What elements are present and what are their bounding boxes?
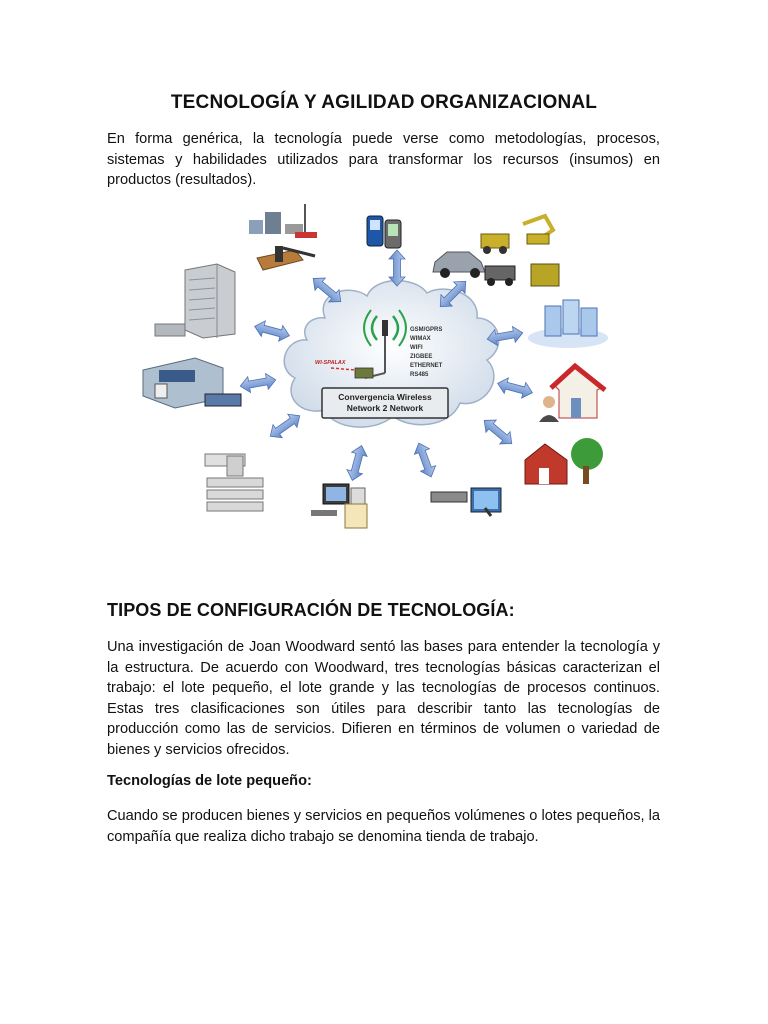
intro-paragraph: En forma genérica, la tecnología puede verse como metodologías, procesos, sistemas y habilidades utilizados para transformar los recursos (insumos) en productos (resultados). [107, 131, 660, 188]
touch-monitor-icon [431, 488, 501, 516]
office-building-icon [155, 264, 235, 338]
page-title: TECNOLOGÍA Y AGILIDAD ORGANIZACIONAL [170, 92, 598, 113]
box-line-1: Convergencia Wireless [338, 392, 432, 402]
barn-icon [525, 438, 603, 484]
protocol-label: ETHERNET [410, 363, 443, 369]
section-paragraph: Una investigación de Joan Woodward sentó las bases para entender la tecnología y la estructura. De acuerdo con Woodward, tres tecnologías básicas caracterizan el trabajo: el lote pequeño, el lote grande y las tecnologías de procesos continuos. Estas tres clasificaciones son útiles para describir tanto las tecnologías de producción como las de servicios. Difieren en términos de volumen o variedad de bienes y servicios ofrecidos. [107, 639, 660, 758]
convergence-box [322, 388, 448, 418]
factory-icon [143, 358, 241, 408]
network-devices-icon [205, 454, 263, 511]
construction-machines-icon [481, 216, 559, 286]
sub-paragraph: Cuando se producen bienes y servicios en pequeños volúmenes o lotes pequeños, la compañía que realiza dicho trabajo se denomina tienda de trabajo. [107, 808, 660, 845]
subheading: Tecnologías de lote pequeño: [107, 773, 312, 789]
wireless-convergence-diagram [135, 198, 615, 538]
protocol-label: ZIGBEE [410, 354, 433, 360]
car-icon [433, 252, 485, 278]
protocol-label: GSM/GPRS [410, 327, 443, 333]
box-line-2: Network 2 Network [346, 403, 424, 413]
mobile-phones-icon [367, 216, 401, 248]
house-user-icon [539, 366, 605, 422]
protocol-label: WIFI [410, 345, 423, 351]
protocol-label: WIMAX [410, 336, 431, 342]
oil-refinery-icon [249, 204, 317, 270]
protocol-label: RS485 [410, 372, 429, 378]
computer-workstation-icon [311, 484, 367, 528]
brand-label: WI-SPALAX [315, 360, 346, 366]
servers-icon [528, 300, 608, 348]
section-heading: TIPOS DE CONFIGURACIÓN DE TECNOLOGÍA: [107, 600, 515, 620]
